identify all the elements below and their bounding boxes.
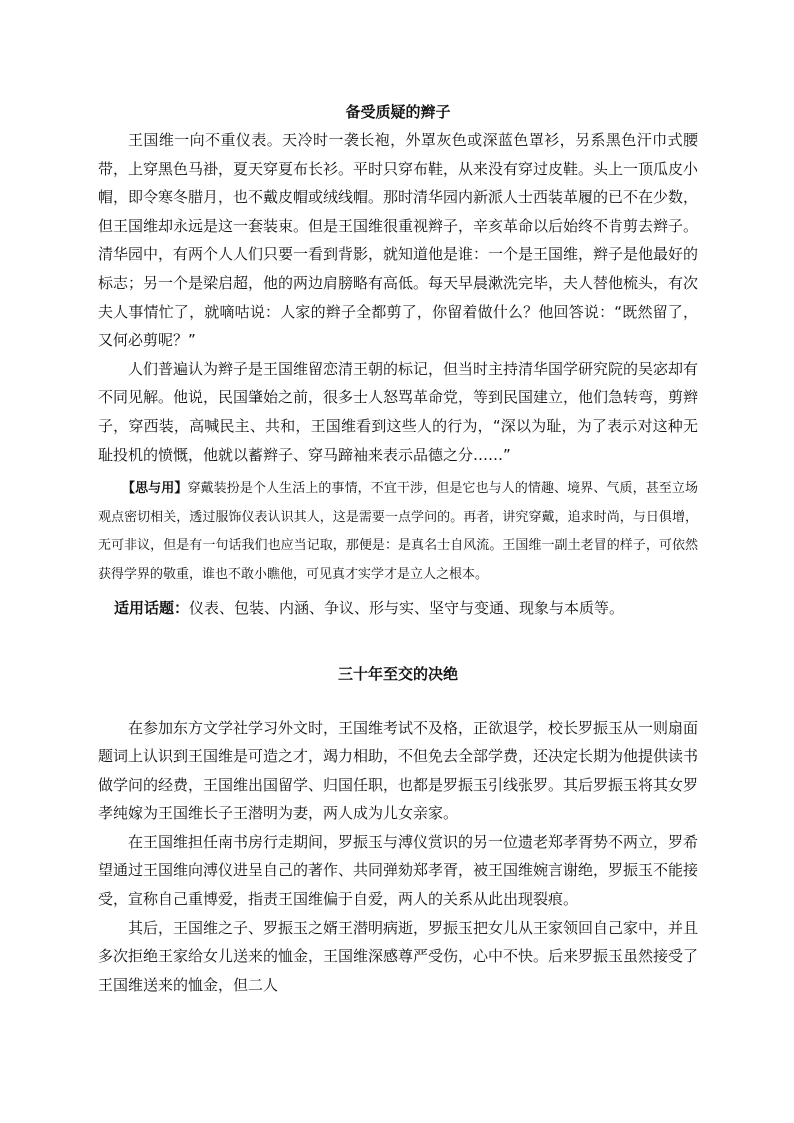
body-paragraph: 人们普遍认为辫子是王国维留恋清王朝的标记，但当时主持清华国学研究院的吴宓却有不同见解。他说，民国肇始之前，很多士人怒骂革命党，等到民国建立，他们急转弯，剪辫子，穿西装，高喊民主、共和，王国维看到这些人的行为，“深以为耻，为了表示对这种无耻投机的愤慨，他就以蓄辫子、穿马蹄袖来表示品德之分……” — [98, 359, 699, 464]
body-paragraph: 其后，王国维之子、罗振玉之婿王潜明病逝，罗振玉把女儿从王家领回自己家中，并且多次拒绝王家给女儿送来的恤金，王国维深感尊严受伤，心中不快。后来罗振玉虽然接受了王国维送来的恤金，但二人 — [98, 918, 699, 994]
topics-line — [98, 594, 698, 622]
reflection-label: 【思与用】 — [122, 481, 188, 497]
body-paragraph: 在王国维担任南书房行走期间，罗振玉与溥仪赏识的另一位遗老郑孝胥势不两立，罗希望通过王国维向溥仪进呈自己的著作、共同弹劾郑孝胥，被王国维婉言谢绝，罗振玉不能接受，宣称自己重博爱，指责王国维偏于自爱，两人的关系从此出现裂痕。 — [98, 832, 699, 909]
topics-label: 适用话题： — [114, 598, 190, 617]
body-paragraph: 在参加东方文学社学习外文时，王国维考试不及格，正欲退学，校长罗振玉从一则扇面题词上认识到王国维是可造之才，竭力相助，不但免去全部学费，还决定长期为他提供读书做学问的经费，王国维出国留学、归国任职，也都是罗振玉引线张罗。其后罗振玉将其女罗孝纯嫁为王国维长子王潜明为妻，两人成为儿女亲家。 — [98, 718, 699, 823]
page-content — [98, 98, 698, 999]
reflection-block — [98, 475, 698, 589]
body-paragraph: 王国维一向不重仪表。天冷时一袭长袍，外罩灰色或深蓝色罩衫，另系黑色汗巾式腰带，上穿黑色马褂，夏天穿夏布长衫。平时只穿布鞋，从来没有穿过皮鞋。头上一顶瓜皮小帽，即令寒冬腊月，也不戴皮帽或绒线帽。那时清华园内新派人士西装革履的已不在少数，但王国维却永远是这一套装束。但是王国维很重视辫子，辛亥革命以后始终不肯剪去辫子。清华园中，有两个人人们只要一看到背影，就知道他是谁：一个是王国维，辫子是他最好的标志；另一个是梁启超，他的两边肩膀略有高低。每天早晨漱洗完毕，夫人替他梳头，有次夫人事情忙了，就嘀咕说：人家的辫子全都剪了，你留着做什么？他回答说：“既然留了，又何必剪呢？” — [98, 131, 699, 350]
section-title: 备受质疑的辫子 — [345, 103, 451, 121]
section-title: 三十年至交的决绝 — [337, 664, 458, 683]
reflection-text: 穿戴装扮是个人生活上的事情，不宜干涉，但是它也与人的情趣、境界、气质，甚至立场观点密切相关，透过服饰仪表认识其人，这是需要一点学问的。再者，讲究穿戴，追求时尚，与日俱增，无可非议，但是有一句话我们也应当记取，那便是：是真名士自风流。王国维一副土老冒的样子，可依然获得学界的敬重，谁也不敢小瞧他，可见真才实学才是立人之根本。 — [98, 481, 698, 582]
topics-text: 仪表、包装、内涵、争议、形与实、坚守与变通、现象与本质等。 — [189, 598, 625, 617]
